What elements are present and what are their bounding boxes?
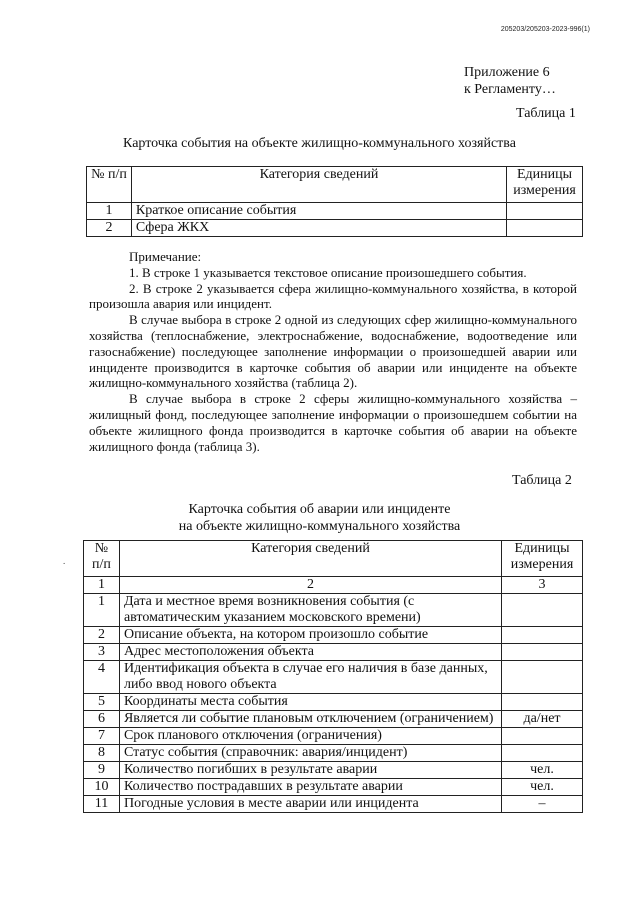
table1-row-category: Краткое описание события bbox=[131, 203, 506, 220]
table2-header-num: № п/п bbox=[84, 541, 120, 577]
note-item-2: 2. В строке 2 указывается сфера жилищно-коммунального хозяйства, в которой произошла авария или инцидент. bbox=[89, 280, 577, 312]
table1-title: Карточка события на объекте жилищно-коммунального хозяйства bbox=[123, 136, 516, 151]
table2-header-unit: Единицы измерения bbox=[502, 541, 583, 577]
table2-column-number-row bbox=[84, 577, 583, 594]
table2-row-category: Идентификация объекта в случае его наличия в базе данных, либо ввод нового объекта bbox=[119, 661, 501, 694]
note-item-4: В случае выбора в строке 2 сферы жилищно-коммунального хозяйства – жилищный фонд, последующее заполнение информации о произошедшем событии на объекте жилищного фонда производится в карточке события об аварии на объекте жилищного фонда (таблица 3). bbox=[89, 391, 577, 454]
table1-header-category: Категория сведений bbox=[131, 167, 506, 203]
table2-row bbox=[84, 728, 583, 745]
table2-row-unit bbox=[502, 694, 583, 711]
table2-header-row bbox=[84, 541, 583, 577]
table2-row bbox=[84, 644, 583, 661]
table2-row-category: Погодные условия в месте аварии или инцидента bbox=[119, 796, 501, 813]
table2-column-number-3: 3 bbox=[502, 577, 583, 594]
note-item-3: В случае выбора в строке 2 одной из следующих сфер жилищно-коммунального хозяйства (теплоснабжение, электроснабжение, водоснабжение, водоотведение или газоснабжение) последующее заполнение информации о произошедшей аварии или инциденте производится в карточке события об аварии или инциденте на объекте жилищно-коммунального хозяйства (таблица 2). bbox=[89, 312, 577, 391]
table2-row-category: Количество погибших в результате аварии bbox=[119, 762, 501, 779]
table1-header-unit: Единицы измерения bbox=[507, 167, 583, 203]
table2-row-category: Адрес местоположения объекта bbox=[119, 644, 501, 661]
table2-row bbox=[84, 745, 583, 762]
table2-row bbox=[84, 779, 583, 796]
table2-row bbox=[84, 661, 583, 694]
table2-row-num: 9 bbox=[84, 762, 120, 779]
table1-row-num: 1 bbox=[87, 203, 132, 220]
appendix-line-1: Приложение 6 bbox=[464, 65, 550, 80]
margin-mark: . bbox=[63, 556, 66, 566]
table2-row bbox=[84, 694, 583, 711]
table2-row-num: 5 bbox=[84, 694, 120, 711]
note-item-1: 1. В строке 1 указывается текстовое описание произошедшего события. bbox=[129, 264, 527, 280]
table2-row-num: 11 bbox=[84, 796, 120, 813]
table2-column-number-2: 2 bbox=[119, 577, 501, 594]
table2-row-category: Описание объекта, на котором произошло событие bbox=[119, 627, 501, 644]
notes-block bbox=[89, 249, 577, 454]
table2-row-num: 4 bbox=[84, 661, 120, 694]
table2-row-unit: чел. bbox=[502, 762, 583, 779]
table2-row-num: 3 bbox=[84, 644, 120, 661]
notes-heading: Примечание: bbox=[129, 249, 202, 264]
table2 bbox=[83, 540, 583, 813]
table2-title-line-1: Карточка события об аварии или инциденте bbox=[188, 502, 451, 517]
document-number: 205203/205203-2023-996(1) bbox=[500, 26, 590, 33]
table1-header-num: № п/п bbox=[87, 167, 132, 203]
appendix-header bbox=[464, 64, 556, 98]
table2-row-unit bbox=[502, 627, 583, 644]
table2-row-num: 7 bbox=[84, 728, 120, 745]
table2-row-num: 6 bbox=[84, 711, 120, 728]
table2-row-unit: чел. bbox=[502, 779, 583, 796]
table2-row-category: Является ли событие плановым отключением (ограничением) bbox=[119, 711, 501, 728]
table2-row-unit bbox=[502, 728, 583, 745]
table2-row bbox=[84, 711, 583, 728]
table2-row-num: 2 bbox=[84, 627, 120, 644]
table2-title-line-2: на объекте жилищно-коммунального хозяйства bbox=[178, 519, 461, 534]
table2-row-num: 1 bbox=[84, 594, 120, 627]
table2-row-category: Количество пострадавших в результате аварии bbox=[119, 779, 501, 796]
table2-row-unit bbox=[502, 745, 583, 762]
table2-row-unit bbox=[502, 661, 583, 694]
table2-row bbox=[84, 627, 583, 644]
table2-column-number-1: 1 bbox=[84, 577, 120, 594]
table1-row-category: Сфера ЖКХ bbox=[131, 220, 506, 237]
table2-row-num: 10 bbox=[84, 779, 120, 796]
table2-row-category: Статус события (справочник: авария/инцидент) bbox=[119, 745, 501, 762]
table2-row-unit: да/нет bbox=[502, 711, 583, 728]
table2-row-category: Координаты места события bbox=[119, 694, 501, 711]
table2-row-unit bbox=[502, 644, 583, 661]
table1 bbox=[86, 166, 583, 237]
table1-header-row bbox=[87, 167, 583, 203]
table2-row bbox=[84, 594, 583, 627]
appendix-line-2: к Регламенту… bbox=[464, 82, 556, 97]
table1-row-num: 2 bbox=[87, 220, 132, 237]
table2-label: Таблица 2 bbox=[512, 473, 572, 488]
table1-row bbox=[87, 203, 583, 220]
table2-row-category: Дата и местное время возникновения события (с автоматическим указанием московского времени) bbox=[119, 594, 501, 627]
table1-row-unit bbox=[507, 203, 583, 220]
table2-row-unit: – bbox=[502, 796, 583, 813]
table2-row-unit bbox=[502, 594, 583, 627]
table1-label: Таблица 1 bbox=[516, 106, 576, 121]
table2-row bbox=[84, 762, 583, 779]
table2-row bbox=[84, 796, 583, 813]
table1-row-unit bbox=[507, 220, 583, 237]
table2-header-category: Категория сведений bbox=[119, 541, 501, 577]
table1-row bbox=[87, 220, 583, 237]
table2-row-category: Срок планового отключения (ограничения) bbox=[119, 728, 501, 745]
table2-row-num: 8 bbox=[84, 745, 120, 762]
